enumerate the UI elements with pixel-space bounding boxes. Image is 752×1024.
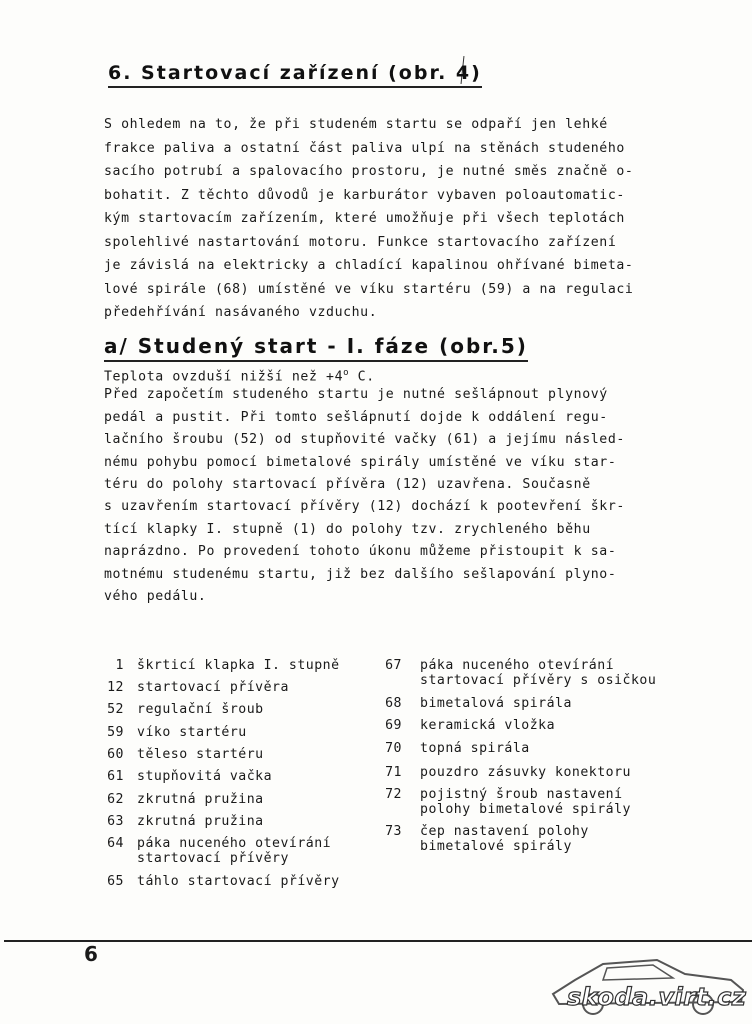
legend-number: 60 xyxy=(107,747,124,762)
legend-number: 72 xyxy=(385,787,402,802)
page-number: 6 xyxy=(84,942,98,966)
paragraph-line: předehřívání nasávaného vzduchu. xyxy=(104,305,378,320)
paragraph-line: vého pedálu. xyxy=(104,588,207,604)
legend-number: 1 xyxy=(115,658,124,673)
paragraph-intro xyxy=(104,113,633,325)
legend-text: bimetalová spirála xyxy=(420,696,572,711)
legend-text: těleso startéru xyxy=(137,747,264,762)
legend-text: čep nastavení polohy xyxy=(420,824,589,839)
paragraph-line: naprázdno. Po provedení tohoto úkonu můžeme přistoupit k sa- xyxy=(104,544,617,560)
legend-text: bimetalové spirály xyxy=(420,839,572,854)
degree-sign: o xyxy=(343,368,350,378)
paragraph-line: lové spirále (68) umístěné ve víku startéru (59) a na regulaci xyxy=(104,281,634,297)
legend-text: zkrutná pružina xyxy=(137,792,264,807)
legend-number: 69 xyxy=(385,718,402,733)
legend-text: polohy bimetalové spirály xyxy=(420,802,631,817)
legend-text: stupňovitá vačka xyxy=(137,769,273,784)
legend-text: pojistný šroub nastavení xyxy=(420,787,623,802)
paragraph-line: Před započetím studeného startu je nutné sešlápnout plynový xyxy=(104,387,608,403)
section-heading: 6. Startovací zařízení (obr. 4) xyxy=(108,62,482,88)
paragraph-line: S ohledem na to, že při studeném startu se odpaří jen lehké xyxy=(104,117,608,132)
legend-number: 59 xyxy=(107,725,124,740)
paragraph-line: kým startovacím zařízením, které umožňuje při všech teplotách xyxy=(104,211,625,226)
legend-number: 62 xyxy=(107,792,124,807)
temperature-line xyxy=(104,362,625,384)
paragraph-line: je závislá na elektricky a chladící kapalinou ohřívané bimeta- xyxy=(104,258,634,273)
paragraph-line: nému pohybu pomocí bimetalové spirály umístěné ve víku star- xyxy=(104,454,617,470)
legend-text: topná spirála xyxy=(420,741,530,756)
paragraph-cold-start xyxy=(104,362,625,608)
legend-text: keramická vložka xyxy=(420,718,556,733)
paragraph-line: motnému studenému startu, již bez dalšího sešlapování plyno- xyxy=(104,566,617,582)
paragraph-line: s uzavřením startovací přívěry (12) dochází k pootevření škr- xyxy=(104,499,625,515)
paragraph-line: frakce paliva a ostatní část paliva ulpí na stěnách studeného xyxy=(104,140,625,156)
subsection-heading: a/ Studený start - I. fáze (obr.5) xyxy=(104,334,528,362)
legend-text: startovací přívěry xyxy=(137,851,289,866)
paragraph-line: tící klapky I. stupně (1) do polohy tzv. zrychleného běhu xyxy=(104,521,591,537)
page-footer-rule xyxy=(4,940,752,942)
legend-text: škrticí klapka I. stupně xyxy=(137,658,340,673)
legend-text: zkrutná pružina xyxy=(137,814,264,829)
legend-text: páka nuceného otevírání xyxy=(420,658,615,673)
paragraph-line: sacího potrubí a spalovacího prostoru, je nutné směs značně o- xyxy=(104,164,634,179)
paragraph-line: pedál a pustit. Při tomto sešlápnutí dojde k oddálení regu- xyxy=(104,409,608,425)
legend-number: 52 xyxy=(107,702,124,717)
watermark-text: skoda.virt.cz xyxy=(567,983,747,1011)
temperature-unit: C. xyxy=(349,369,375,385)
paragraph-line: lačního šroubu (52) od stupňovité vačky (61) a jejímu násled- xyxy=(104,432,625,448)
legend-text: páka nuceného otevírání xyxy=(137,836,332,851)
paragraph-line: spolehlivé nastartování motoru. Funkce startovacího zařízení xyxy=(104,234,617,250)
legend-text: startovací přívěra xyxy=(137,680,289,695)
legend-number: 68 xyxy=(385,696,402,711)
legend-number: 70 xyxy=(385,741,402,756)
temperature-text: Teplota ovzduší nižší než +4 xyxy=(104,369,344,385)
legend-text: startovací přívěry s osičkou xyxy=(420,673,657,688)
legend-text: táhlo startovací přívěry xyxy=(137,874,340,889)
legend-number: 61 xyxy=(107,769,124,784)
legend-number: 64 xyxy=(107,836,124,851)
legend-number: 67 xyxy=(385,658,402,673)
paragraph-line: téru do polohy startovací přívěra (12) uzavřena. Současně xyxy=(104,476,591,492)
legend-text: regulační šroub xyxy=(137,702,264,717)
legend-text: pouzdro zásuvky konektoru xyxy=(420,765,631,780)
legend-number: 65 xyxy=(107,874,124,889)
legend-number: 73 xyxy=(385,824,402,839)
legend-text: víko startéru xyxy=(137,725,247,740)
legend-number: 71 xyxy=(385,765,402,780)
legend-number: 12 xyxy=(107,680,124,695)
legend-number: 63 xyxy=(107,814,124,829)
paragraph-line: bohatit. Z těchto důvodů je karburátor vybaven poloautomatic- xyxy=(104,187,625,203)
